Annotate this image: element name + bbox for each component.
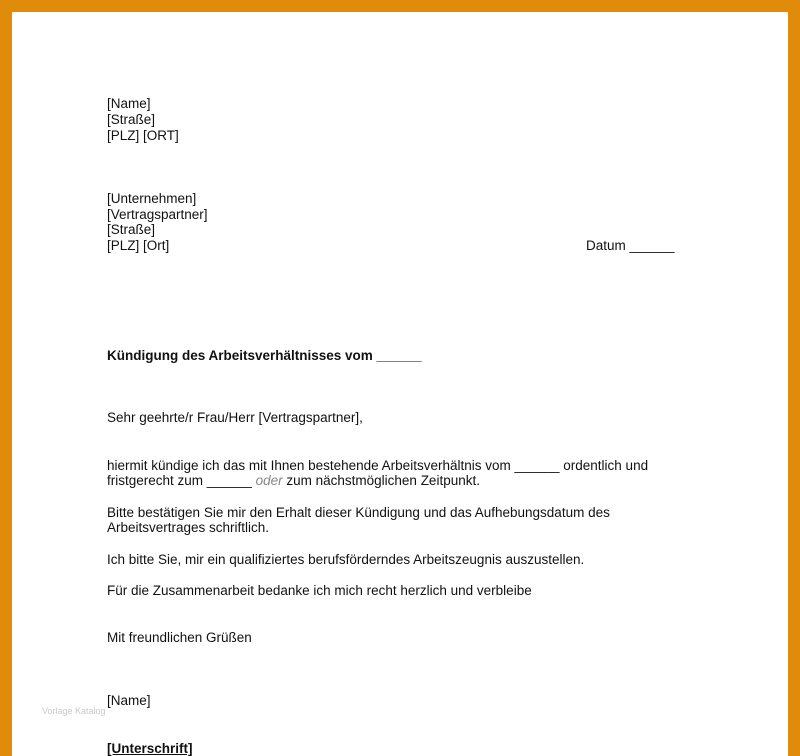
signature-name: [Name] [107, 693, 151, 708]
body-paragraph-2-line-2: Arbeitsvertrages schriftlich. [107, 520, 270, 535]
recipient-street: [Straße] [107, 222, 156, 237]
body-paragraph-3: Ich bitte Sie, mir ein qualifiziertes berufsförderndes Arbeitszeugnis auszustellen. [107, 552, 585, 567]
sender-street: [Straße] [107, 112, 156, 127]
recipient-company: [Unternehmen] [107, 191, 197, 206]
sender-city: [PLZ] [ORT] [107, 128, 179, 143]
oder-text: oder [255, 473, 283, 488]
body-paragraph-1-line-1: hiermit kündige ich das mit Ihnen bestehende Arbeitsverhältnis vom ______ ordentlich und [107, 458, 649, 473]
body-paragraph-1-line-2 [107, 473, 480, 489]
body-paragraph-4: Für die Zusammenarbeit bedanke ich mich recht herzlich und verbleibe [107, 583, 532, 598]
sender-name: [Name] [107, 96, 151, 111]
closing: Mit freundlichen Grüßen [107, 630, 252, 645]
recipient-partner: [Vertragspartner] [107, 207, 208, 222]
signature-label: [Unterschrift] [107, 741, 193, 756]
recipient-city: [PLZ] [Ort] [107, 238, 170, 253]
document-page [12, 12, 788, 756]
body-text: zum nächstmöglichen Zeitpunkt. [282, 473, 480, 488]
date-field: Datum ______ [586, 238, 675, 253]
body-paragraph-2-line-1: Bitte bestätigen Sie mir den Erhalt dieser Kündigung und das Aufhebungsdatum des [107, 505, 610, 520]
subject-line: Kündigung des Arbeitsverhältnisses vom ______ [107, 348, 422, 363]
salutation: Sehr geehrte/r Frau/Herr [Vertragspartner], [107, 410, 363, 425]
watermark: Vorlage Katalog [42, 706, 106, 716]
body-text: fristgerecht zum ______ [107, 473, 256, 488]
